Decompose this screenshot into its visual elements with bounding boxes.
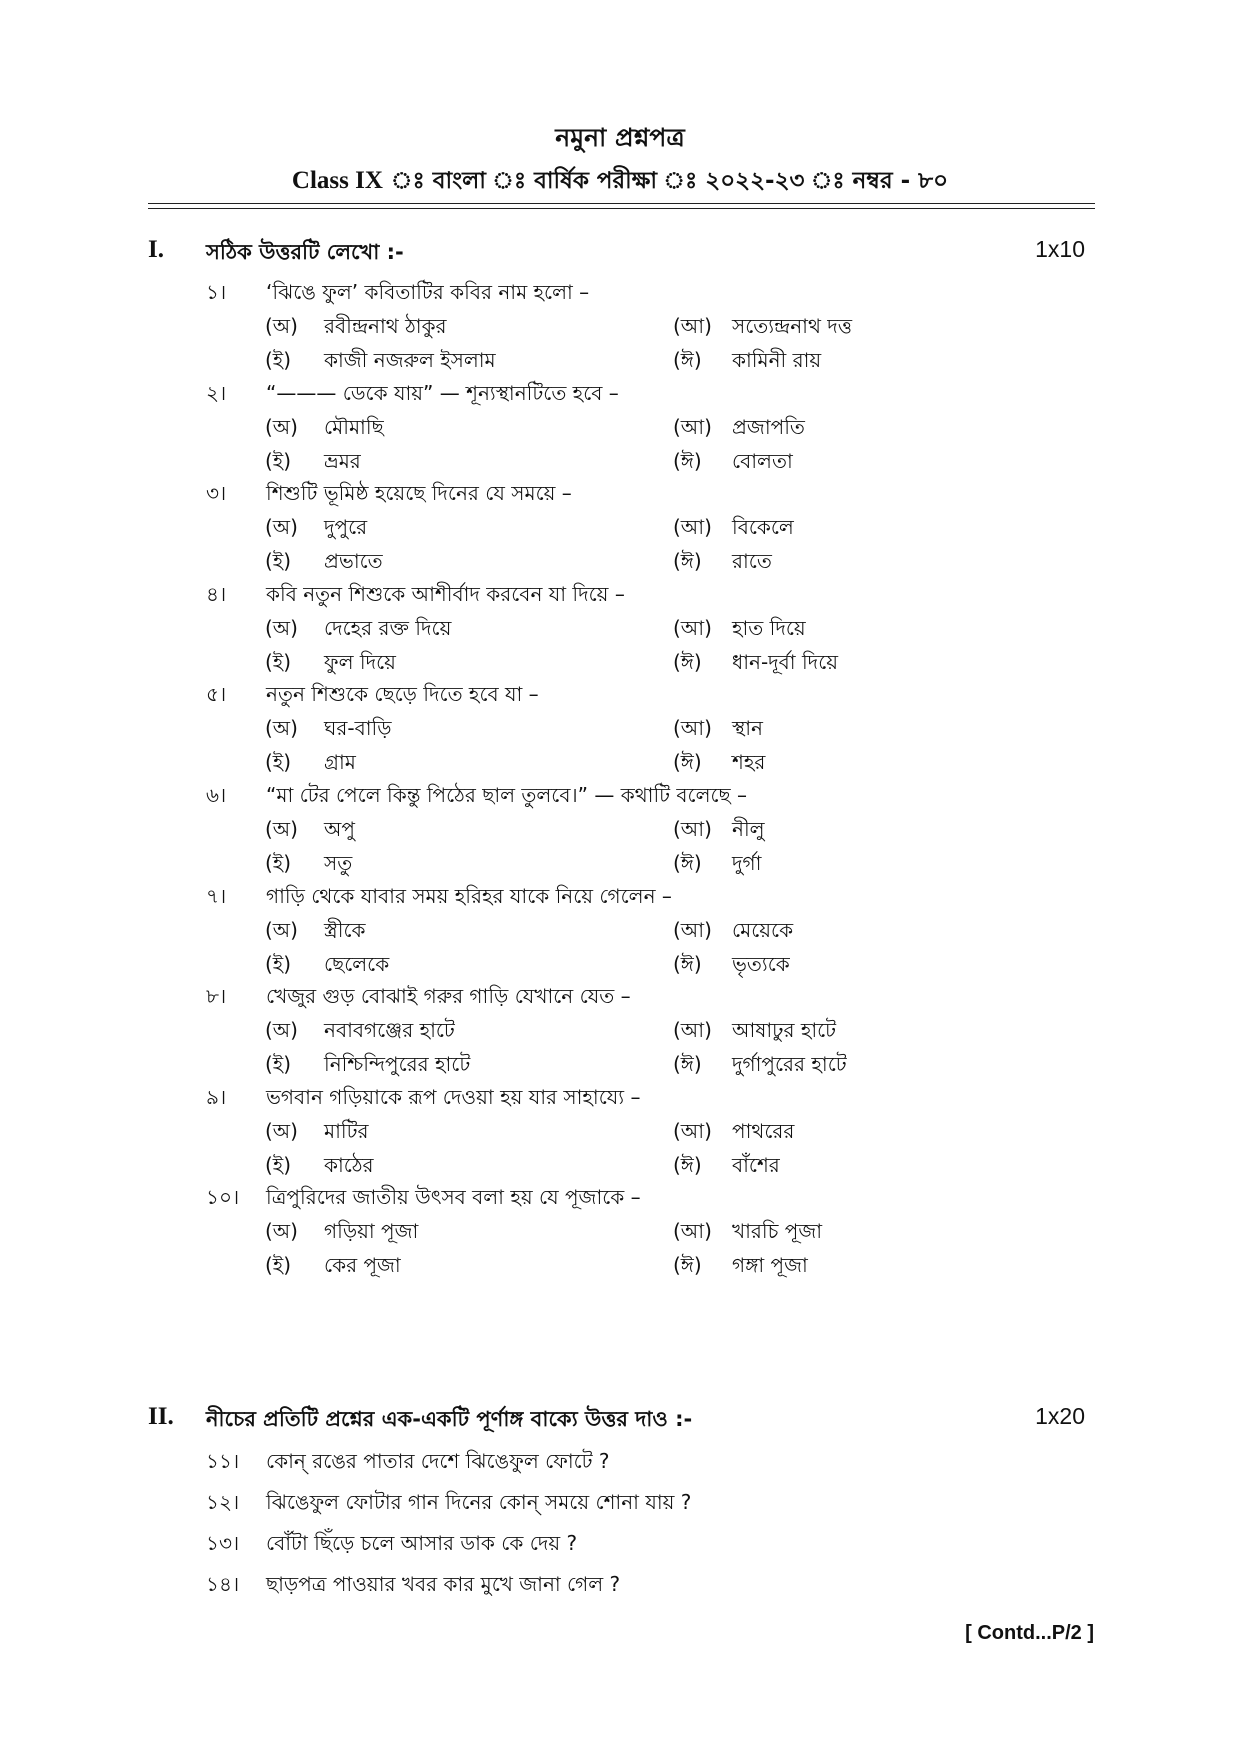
option-label: (অ) (265, 314, 298, 338)
option-label: (ঈ) (673, 851, 702, 875)
option-label: (ঈ) (673, 750, 702, 774)
option-text: ছেলেকে (324, 952, 390, 976)
question-text: নতুন শিশুকে ছেড়ে দিতে হবে যা – (266, 682, 539, 706)
option-label: (আ) (673, 1219, 712, 1243)
section1-header (148, 236, 1085, 272)
option-text: অপু (324, 817, 355, 841)
continued-note: [ Contd...P/2 ] (965, 1622, 1094, 1644)
option-row (265, 950, 1085, 982)
page-title: নমুনা প্রশ্নপত্র (555, 123, 685, 152)
option-row (265, 1117, 1085, 1149)
question-number: ১। (206, 280, 227, 304)
option-label: (আ) (673, 616, 712, 640)
question (206, 379, 1066, 411)
option-text: গড়িয়া পূজা (324, 1219, 419, 1243)
option-row (265, 447, 1085, 479)
option-text: নিশ্চিন্দিপুরের হাটে (324, 1052, 471, 1076)
option-text: হাত দিয়ে (732, 616, 806, 640)
option-row (265, 1016, 1085, 1048)
option-row (265, 1151, 1085, 1183)
question-text: ঝিঙেফুল ফোটার গান দিনের কোন্ সময়ে শোনা যায় ? (266, 1490, 692, 1514)
question (206, 1447, 1066, 1479)
option-text: দুপুরে (324, 515, 368, 539)
option-row (265, 346, 1085, 378)
section-heading: নীচের প্রতিটি প্রশ্নের এক-একটি পূর্ণাঙ্গ বাক্যে উত্তর দাও :- (206, 1407, 693, 1431)
option-text: দুর্গাপুরের হাটে (732, 1052, 847, 1076)
option-text: ধান-দূর্বা দিয়ে (732, 650, 839, 674)
option-text: পাথরের (732, 1119, 795, 1143)
question (206, 479, 1066, 511)
question-number: ৮। (206, 984, 227, 1008)
option-text: ফুল দিয়ে (324, 650, 396, 674)
option-text: খারচি পূজা (732, 1219, 823, 1243)
option-label: (ই) (265, 549, 292, 573)
option-text: ভ্রমর (324, 449, 361, 473)
question-number: ৯। (206, 1085, 227, 1109)
option-text: স্ত্রীকে (324, 918, 366, 942)
subtitle-class: Class IX (291, 167, 383, 194)
option-text: কাঠের (324, 1153, 374, 1177)
option-text: ঘর-বাড়ি (324, 716, 392, 740)
option-text: দেহের রক্ত দিয়ে (324, 616, 452, 640)
question (206, 982, 1066, 1014)
question-text: খেজুর গুড় বোঝাই গরুর গাড়ি যেখানে যেত – (266, 984, 631, 1008)
question-text: ভগবান গড়িয়াকে রূপ দেওয়া হয় যার সাহায্যে – (266, 1085, 641, 1109)
section2-header (148, 1403, 1085, 1439)
question-text: গাড়ি থেকে যাবার সময় হরিহর যাকে নিয়ে গেলেন – (266, 884, 672, 908)
question (206, 781, 1066, 813)
question (206, 882, 1066, 914)
option-label: (ঈ) (673, 449, 702, 473)
option-label: (আ) (673, 415, 712, 439)
question (206, 680, 1066, 712)
option-label: (ই) (265, 750, 292, 774)
question (206, 278, 1066, 310)
option-row (265, 1251, 1085, 1283)
option-label: (ঈ) (673, 549, 702, 573)
option-row (265, 916, 1085, 948)
option-label: (ঈ) (673, 1253, 702, 1277)
question-text: ত্রিপুরিদের জাতীয় উৎসব বলা হয় যে পূজাকে – (266, 1185, 641, 1209)
option-label: (অ) (265, 515, 298, 539)
option-text: গ্রাম (324, 750, 356, 774)
section-marks: 1x10 (1035, 236, 1085, 262)
option-label: (ই) (265, 952, 292, 976)
option-row (265, 312, 1085, 344)
option-text: সতু (324, 851, 353, 875)
question-number: ১১। (206, 1449, 240, 1473)
option-row (265, 849, 1085, 881)
option-label: (আ) (673, 716, 712, 740)
question-number: ১৪। (206, 1572, 240, 1596)
option-label: (ই) (265, 1052, 292, 1076)
option-text: গঙ্গা পূজা (732, 1253, 808, 1277)
section-marks: 1x20 (1035, 1403, 1085, 1429)
question (206, 1529, 1066, 1561)
option-label: (অ) (265, 918, 298, 942)
option-label: (অ) (265, 415, 298, 439)
option-text: নবাবগঞ্জের হাটে (324, 1018, 455, 1042)
option-row (265, 413, 1085, 445)
option-text: বাঁশের (732, 1153, 780, 1177)
option-text: স্থান (732, 716, 763, 740)
question-text: “——— ডেকে যায়” — শূন্যস্থানটিতে হবে – (266, 381, 619, 405)
option-label: (ই) (265, 348, 292, 372)
option-label: (অ) (265, 616, 298, 640)
option-label: (অ) (265, 1018, 298, 1042)
question-number: ৪। (206, 582, 227, 606)
option-label: (অ) (265, 817, 298, 841)
question (206, 580, 1066, 612)
question-text: কবি নতুন শিশুকে আশীর্বাদ করবেন যা দিয়ে – (266, 582, 625, 606)
option-text: প্রজাপতি (732, 415, 805, 439)
question-number: ৫। (206, 682, 227, 706)
option-label: (ই) (265, 1153, 292, 1177)
question-text: শিশুটি ভূমিষ্ঠ হয়েছে দিনের যে সময়ে – (266, 481, 572, 505)
option-row (265, 614, 1085, 646)
option-row (265, 1050, 1085, 1082)
question-number: ১০। (206, 1185, 240, 1209)
option-label: (আ) (673, 817, 712, 841)
header-rule-top (148, 203, 1095, 204)
option-label: (অ) (265, 1119, 298, 1143)
option-row (265, 748, 1085, 780)
question-text: “মা টের পেলে কিন্তু পিঠের ছাল তুলবে।” — কথাটি বলেছে – (266, 783, 748, 807)
option-text: কামিনী রায় (732, 348, 822, 372)
option-label: (ই) (265, 851, 292, 875)
option-text: বোলতা (732, 449, 793, 473)
option-label: (আ) (673, 918, 712, 942)
question-number: ১৩। (206, 1531, 240, 1555)
option-text: রাতে (732, 549, 772, 573)
option-label: (ঈ) (673, 952, 702, 976)
section-heading: সঠিক উত্তরটি লেখো :- (206, 240, 404, 264)
section-number: I. (148, 236, 164, 263)
option-row (265, 1217, 1085, 1249)
option-row (265, 547, 1085, 579)
question-number: ৩। (206, 481, 227, 505)
option-text: আষাঢুর হাটে (732, 1018, 837, 1042)
subtitle-details: ঃ বাংলা ঃ বার্ষিক পরীক্ষা ঃ ২০২২-২৩ ঃ নম্বর - ৮০ (382, 168, 949, 194)
question (206, 1083, 1066, 1115)
option-label: (আ) (673, 1018, 712, 1042)
option-row (265, 648, 1085, 680)
option-text: রবীন্দ্রনাথ ঠাকুর (324, 314, 447, 338)
question-number: ২। (206, 381, 227, 405)
option-label: (ই) (265, 650, 292, 674)
option-text: ভৃত্যকে (732, 952, 790, 976)
header-rule-bottom (148, 208, 1095, 209)
option-row (265, 513, 1085, 545)
option-label: (ই) (265, 1253, 292, 1277)
option-label: (অ) (265, 716, 298, 740)
question (206, 1570, 1066, 1602)
exam-subtitle (0, 162, 1240, 201)
option-text: নীলু (732, 817, 765, 841)
option-text: কাজী নজরুল ইসলাম (324, 348, 496, 372)
question-text: ছাড়পত্র পাওয়ার খবর কার মুখে জানা গেল ? (266, 1572, 621, 1596)
option-label: (আ) (673, 314, 712, 338)
option-text: কের পূজা (324, 1253, 401, 1277)
option-text: মেয়েকে (732, 918, 794, 942)
option-text: প্রভাতে (324, 549, 383, 573)
option-label: (অ) (265, 1219, 298, 1243)
question-text: কোন্ রঙের পাতার দেশে ঝিঙেফুল ফোটে ? (266, 1449, 610, 1473)
question-number: ১২। (206, 1490, 240, 1514)
question (206, 1183, 1066, 1215)
option-text: মৌমাছি (324, 415, 384, 439)
question-number: ৭। (206, 884, 227, 908)
question-text: বোঁটা ছিঁড়ে চলে আসার ডাক কে দেয় ? (266, 1531, 578, 1555)
question-number: ৬। (206, 783, 227, 807)
option-text: সত্যেন্দ্রনাথ দত্ত (732, 314, 853, 338)
section-number: II. (148, 1403, 174, 1430)
option-label: (ঈ) (673, 650, 702, 674)
option-label: (আ) (673, 1119, 712, 1143)
option-row (265, 815, 1085, 847)
option-text: শহর (732, 750, 766, 774)
question-text: ‘ঝিঙে ফুল’ কবিতাটির কবির নাম হলো – (266, 280, 590, 304)
option-label: (ঈ) (673, 1153, 702, 1177)
option-row (265, 714, 1085, 746)
option-text: মাটির (324, 1119, 369, 1143)
option-text: দুর্গা (732, 851, 762, 875)
question (206, 1488, 1066, 1520)
option-text: বিকেলে (732, 515, 794, 539)
option-label: (ঈ) (673, 348, 702, 372)
option-label: (ই) (265, 449, 292, 473)
option-label: (আ) (673, 515, 712, 539)
option-label: (ঈ) (673, 1052, 702, 1076)
